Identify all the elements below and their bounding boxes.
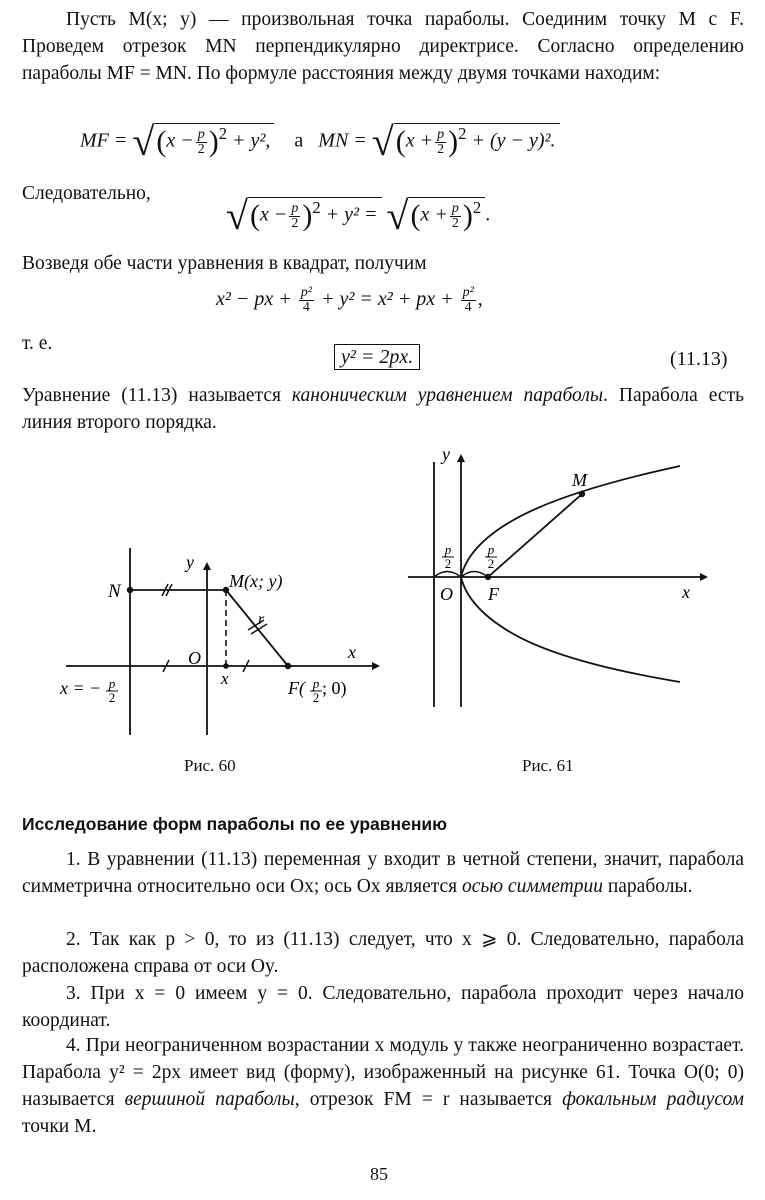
formula-expand-a: x² − px + (216, 288, 292, 311)
y-axis-arrow (203, 562, 211, 570)
frac-num: p (444, 542, 452, 557)
item4-em1: вершиной параболы (124, 1089, 295, 1110)
frac-4: 4 (302, 300, 310, 315)
formula-root-equality: √(x − $\frac{p}{2}$ )$^2$ + y² = √(x + $\frac{p}{2}$ )$^2$ . (226, 193, 491, 238)
item-3: 3. При x = 0 имеем y = 0. Следовательно, парабола проходит через начало координат. (22, 983, 744, 1031)
y-axis-arrow (457, 454, 465, 462)
point-m (579, 491, 585, 497)
formula-expanded (216, 286, 483, 315)
frac-p2: p² (300, 285, 312, 300)
label-directrix: x = − (60, 678, 102, 698)
formula-eq-x-plus: x + (420, 203, 448, 226)
text-te: т. е. (22, 333, 53, 354)
item1-a: 1. В уравнении (11.13) переменная y входит в четной степени, значит, парабола симметрична относительно оси Ox; ось Ox является (22, 849, 744, 897)
para2-b: . Парабола есть линия второго порядка. (22, 385, 745, 433)
item4-em2: фокальным радиусом (562, 1089, 744, 1110)
x-axis-arrow (372, 662, 380, 670)
x-axis-arrow (700, 573, 708, 581)
frac-den: 2 (108, 690, 116, 705)
formula-distances: MF = √(x − $\frac{p}{2}$ )$^2$ + y², а MN = √(x + $\frac{p}{2}$ )$^2$ + (y − y)². (80, 122, 560, 162)
item1-b: параболы. (602, 876, 693, 897)
item-4 (22, 1032, 744, 1140)
formula-eq-x-minus: x − (259, 203, 288, 226)
item4-a: 4. При неограниченном возрастании x модуль y также неограниченно возрастает. Парабола y² = 2px имеет вид (форму), изображенный на рисунке 61. Точка O(0; 0) называется (22, 1035, 744, 1110)
boxed-equation-text: y² = 2px. (334, 344, 420, 370)
label-x: x (348, 642, 356, 662)
parabola-curve (461, 466, 680, 682)
frac-den: 2 (444, 556, 452, 571)
caption-fig-61: Рис. 61 (522, 756, 574, 775)
formula-mn-tail: + (y − y)². (471, 129, 556, 152)
label-r: r (258, 611, 265, 628)
item-2: 2. Так как p > 0, то из (11.13) следует, что x ⩾ 0. Следовательно, парабола расположена справа от оси Oy. (22, 929, 744, 977)
formula-mn-lhs: MN = (318, 129, 367, 152)
frac-p: p (437, 126, 445, 142)
label-o: O (440, 584, 453, 604)
label-x: x (682, 582, 690, 602)
item-1 (22, 846, 744, 900)
frac-den: 2 (312, 690, 320, 705)
frac-den: 2 (487, 556, 495, 571)
label-y: y (442, 444, 450, 464)
paragraph-canonical (22, 382, 744, 436)
item1-em: осью симметрии (462, 876, 603, 897)
paragraph-intro: Пусть M(x; y) — произвольная точка параболы. Соединим точку M с F. Проведем отрезок MN перпендикулярно директрисе. Согласно определению параболы MF = MN. По формуле расстояния между двумя точками находим: (22, 9, 744, 84)
label-f: F (488, 584, 499, 604)
section-heading: Исследование форм параболы по ее уравнению (22, 814, 448, 834)
frac-p: p (197, 126, 205, 142)
formula-mf-x: x − (166, 129, 194, 152)
figure-60 (0, 430, 390, 740)
text-sledovatelno: Следовательно, (22, 183, 151, 204)
frac-p: p (291, 200, 299, 216)
figure-61 (400, 432, 730, 712)
label-f: F( (288, 678, 305, 698)
boxed-equation (334, 346, 420, 369)
point-n (127, 587, 133, 593)
para2-a: Уравнение (11.13) называется (22, 385, 292, 406)
frac-2: 2 (451, 215, 459, 231)
formula-expand-c: , (477, 288, 483, 311)
label-x-below: x (221, 669, 229, 688)
frac-4: 4 (464, 300, 472, 315)
item4-c: точки M. (22, 1116, 97, 1137)
frac-2: 2 (291, 215, 299, 231)
frac-num: p (312, 676, 320, 691)
label-o: O (188, 648, 201, 668)
frac-p: p (451, 200, 459, 216)
item4-b: , отрезок FM = r называется (294, 1089, 563, 1110)
text-vozvedya: Возведя обе части уравнения в квадрат, получим (22, 253, 427, 274)
page-number: 85 (370, 1164, 388, 1184)
frac-p2: p² (462, 285, 474, 300)
label-m: M (572, 470, 587, 490)
para2-em: каноническим уравнением параболы (291, 385, 604, 406)
label-m: M(x; y) (229, 571, 283, 591)
caption-fig-60: Рис. 60 (184, 756, 236, 775)
label-n: N (108, 581, 121, 602)
formula-mf-tail: + y², (232, 129, 271, 152)
label-y: y (186, 552, 194, 572)
frac-2: 2 (197, 141, 205, 157)
point-f (285, 663, 291, 669)
formula-expand-b: + y² = x² + px + (320, 288, 454, 311)
equation-number: (11.13) (670, 348, 728, 370)
segment-mf (226, 590, 288, 666)
formula-mn-x: x + (405, 129, 434, 152)
segment-fm (488, 494, 582, 577)
formula-eq-plus-y2: + y² = (325, 203, 378, 226)
formula-a: а (294, 129, 304, 152)
formula-mf-lhs: MF = (80, 129, 128, 152)
label-f-end: ; 0) (322, 678, 347, 698)
point-x-foot (223, 663, 229, 669)
frac-2: 2 (437, 141, 445, 157)
frac-num: p (487, 542, 495, 557)
frac-num: p (108, 676, 116, 691)
